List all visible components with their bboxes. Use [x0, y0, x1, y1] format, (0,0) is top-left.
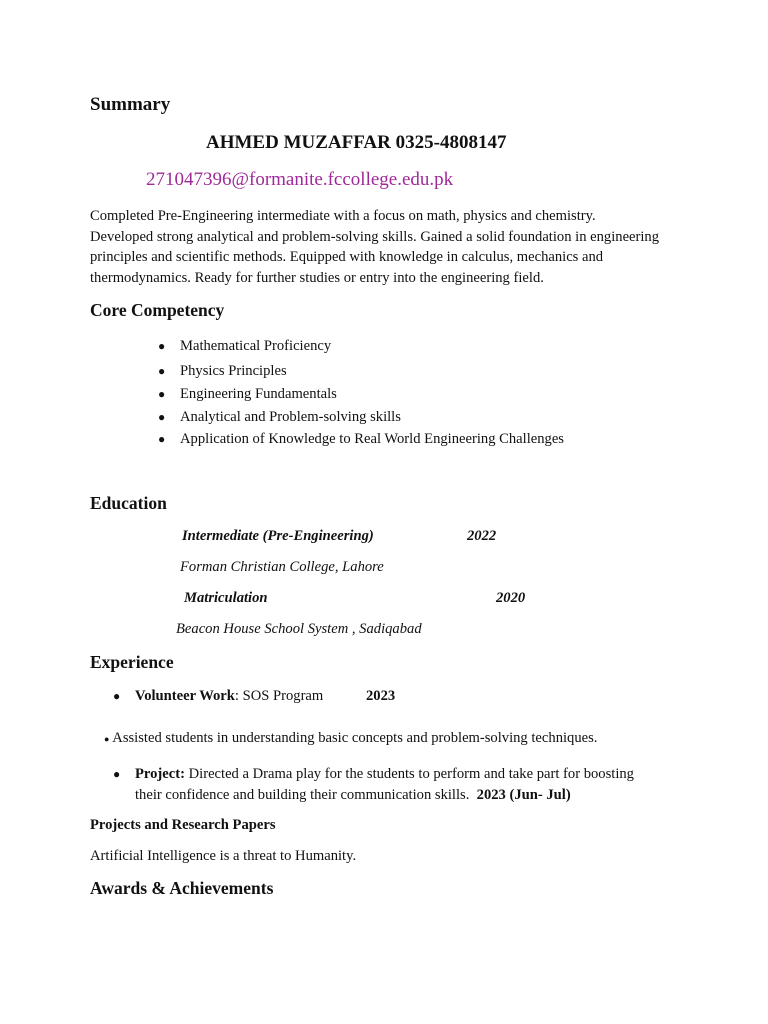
summary-line: Developed strong analytical and problem-solving skills. Gained a solid foundation in engineering: [90, 228, 660, 245]
project-item: [113, 766, 634, 783]
bullet-icon: ●: [113, 767, 121, 781]
awards-heading: Awards & Achievements: [90, 878, 274, 898]
education-school: Beacon House School System , Sadiqabad: [176, 621, 422, 637]
education-year: 2022: [467, 528, 497, 544]
name-phone: AHMED MUZAFFAR 0325-4808147: [206, 132, 507, 153]
education-title: Matriculation: [184, 590, 268, 606]
summary-paragraph: [90, 206, 690, 289]
project-item-continued: [135, 787, 571, 804]
summary-line: principles and scientific methods. Equipped with knowledge in calculus, mechanics and: [90, 249, 604, 266]
competency-item: ● Analytical and Problem-solving skills: [158, 409, 401, 425]
project-label: Project:: [135, 766, 185, 782]
competency-item: ● Application of Knowledge to Real World Engineering Challenges: [158, 431, 564, 447]
competency-item: ● Mathematical Proficiency: [158, 338, 332, 354]
volunteer-item: [113, 688, 323, 705]
bullet-icon: ●: [158, 364, 166, 378]
education-heading: Education: [90, 493, 167, 513]
projects-text: Artificial Intelligence is a threat to Humanity.: [90, 848, 357, 864]
volunteer-label: Volunteer Work: [135, 688, 235, 704]
bullet-icon: ●: [113, 689, 121, 703]
experience-heading: Experience: [90, 652, 174, 672]
bullet-icon: ●: [158, 387, 166, 401]
email-address: 271047396@formanite.fccollege.edu.pk: [146, 169, 454, 190]
project-text: their confidence and building their communication skills.: [135, 787, 470, 803]
summary-line: Completed Pre-Engineering intermediate with a focus on math, physics and chemistry.: [90, 208, 596, 224]
education-school: Forman Christian College, Lahore: [180, 559, 384, 575]
summary-heading: Summary: [90, 94, 171, 115]
education-title: Intermediate (Pre-Engineering): [182, 528, 374, 544]
project-date: 2023 (Jun- Jul): [476, 787, 571, 803]
volunteer-text: : SOS Program: [234, 688, 324, 704]
projects-heading: Projects and Research Papers: [90, 817, 276, 833]
competency-item: ● Physics Principles: [158, 363, 287, 379]
assist-text: Assisted students in understanding basic concepts and problem-solving techniques.: [112, 730, 598, 746]
core-competency-heading: Core Competency: [90, 300, 225, 320]
competency-item: ● Engineering Fundamentals: [158, 386, 337, 402]
assist-item: [104, 730, 597, 747]
bullet-icon: ●: [158, 432, 166, 446]
volunteer-year: 2023: [366, 688, 396, 704]
bullet-icon: ●: [104, 734, 110, 744]
education-year: 2020: [496, 590, 526, 606]
bullet-icon: ●: [158, 410, 166, 424]
bullet-icon: ●: [158, 339, 166, 353]
project-text: Directed a Drama play for the students to perform and take part for boosting: [184, 766, 634, 782]
summary-line: thermodynamics. Ready for further studies or entry into the engineering field.: [90, 270, 544, 287]
